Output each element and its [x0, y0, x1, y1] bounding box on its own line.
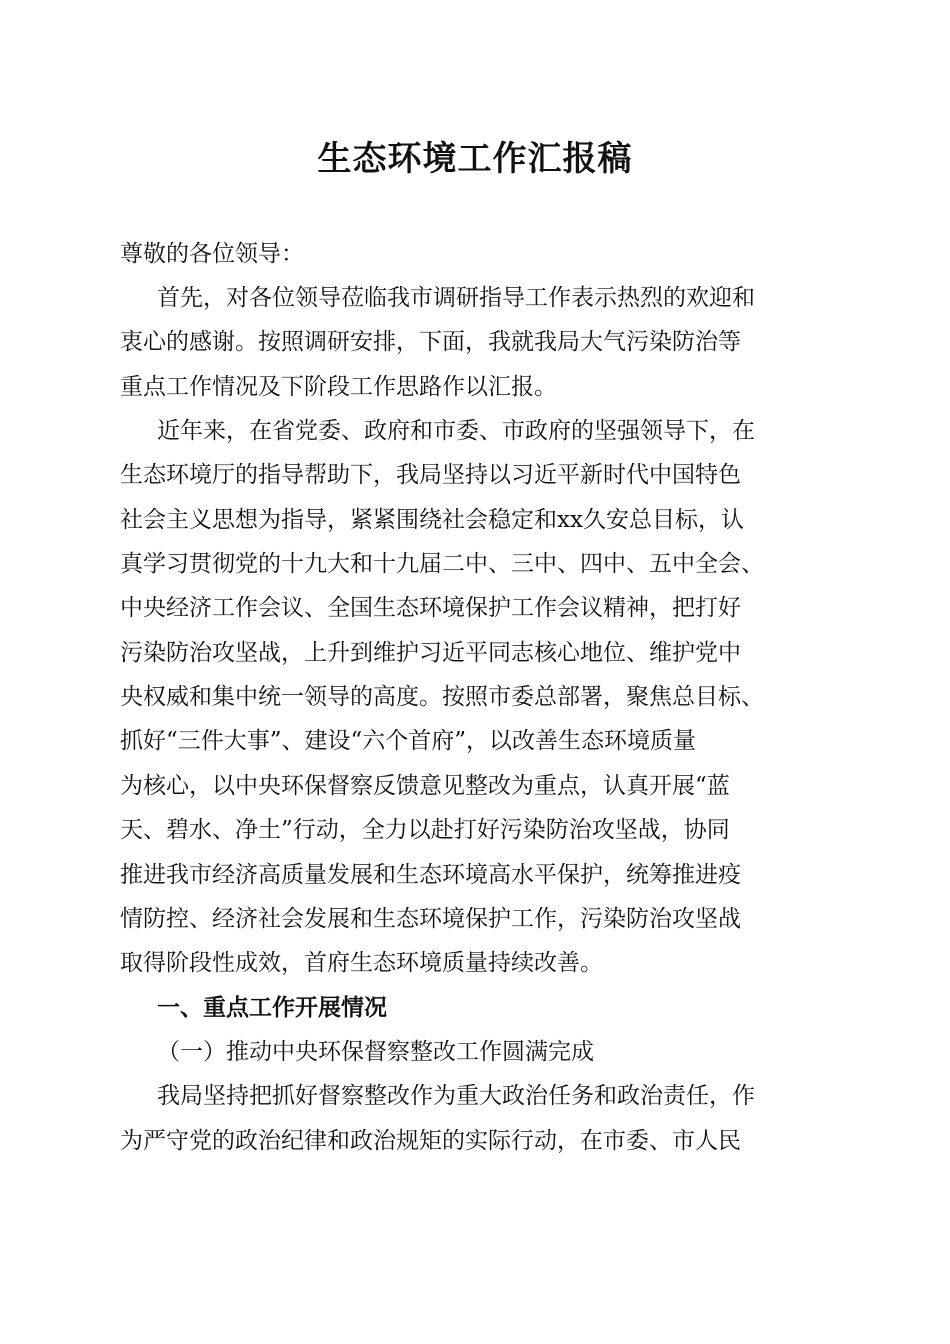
paragraph-line: 天、碧水、净土”行动，全力以赴打好污染防治攻坚战，协同: [120, 817, 730, 843]
section-heading: 一、重点工作开展情况: [157, 995, 387, 1021]
paragraph-line: 取得阶段性成效，首府生态环境质量持续改善。: [120, 950, 603, 976]
paragraph-line: 抓好“三件大事”、建设“六个首府”，以改善生态环境质量: [120, 728, 697, 754]
paragraph-line: 衷心的感谢。按照调研安排，下面，我就我局大气污染防治等: [120, 329, 741, 355]
paragraph-line: 生态环境厅的指导帮助下，我局坚持以习近平新时代中国特色: [120, 462, 741, 488]
document-title: 生态环境工作汇报稿: [317, 139, 633, 179]
paragraph-line: 社会主义思想为指导，紧紧围绕社会稳定和xx久安总目标，认: [120, 507, 744, 533]
paragraph-line: 央权威和集中统一领导的高度。按照市委总部署，聚焦总目标、: [120, 684, 764, 710]
paragraph-line: 近年来，在省党委、政府和市委、市政府的坚强领导下，在: [157, 418, 755, 444]
paragraph-line: 情防控、经济社会发展和生态环境保护工作，污染防治攻坚战: [120, 906, 741, 932]
paragraph-line: 首先，对各位领导莅临我市调研指导工作表示热烈的欢迎和: [157, 285, 755, 311]
subsection-heading: （一）推动中央环保督察整改工作圆满完成: [157, 1039, 594, 1065]
paragraph-line: 真学习贯彻党的十九大和十九届二中、三中、四中、五中全会、: [120, 551, 764, 577]
salutation: 尊敬的各位领导：: [120, 241, 304, 267]
paragraph-line: 中央经济工作会议、全国生态环境保护工作会议精神，把打好: [120, 595, 741, 621]
paragraph-line: 推进我市经济高质量发展和生态环境高水平保护，统筹推进疫: [120, 862, 741, 888]
paragraph-line: 我局坚持把抓好督察整改作为重大政治任务和政治责任，作: [157, 1083, 755, 1109]
paragraph-line: 为严守党的政治纪律和政治规矩的实际行动，在市委、市人民: [120, 1128, 741, 1154]
paragraph-line: 污染防治攻坚战，上升到维护习近平同志核心地位、维护党中: [120, 640, 741, 666]
paragraph-line: 为核心，以中央环保督察反馈意见整改为重点，认真开展“蓝: [120, 773, 730, 799]
paragraph-line: 重点工作情况及下阶段工作思路作以汇报。: [120, 374, 557, 400]
